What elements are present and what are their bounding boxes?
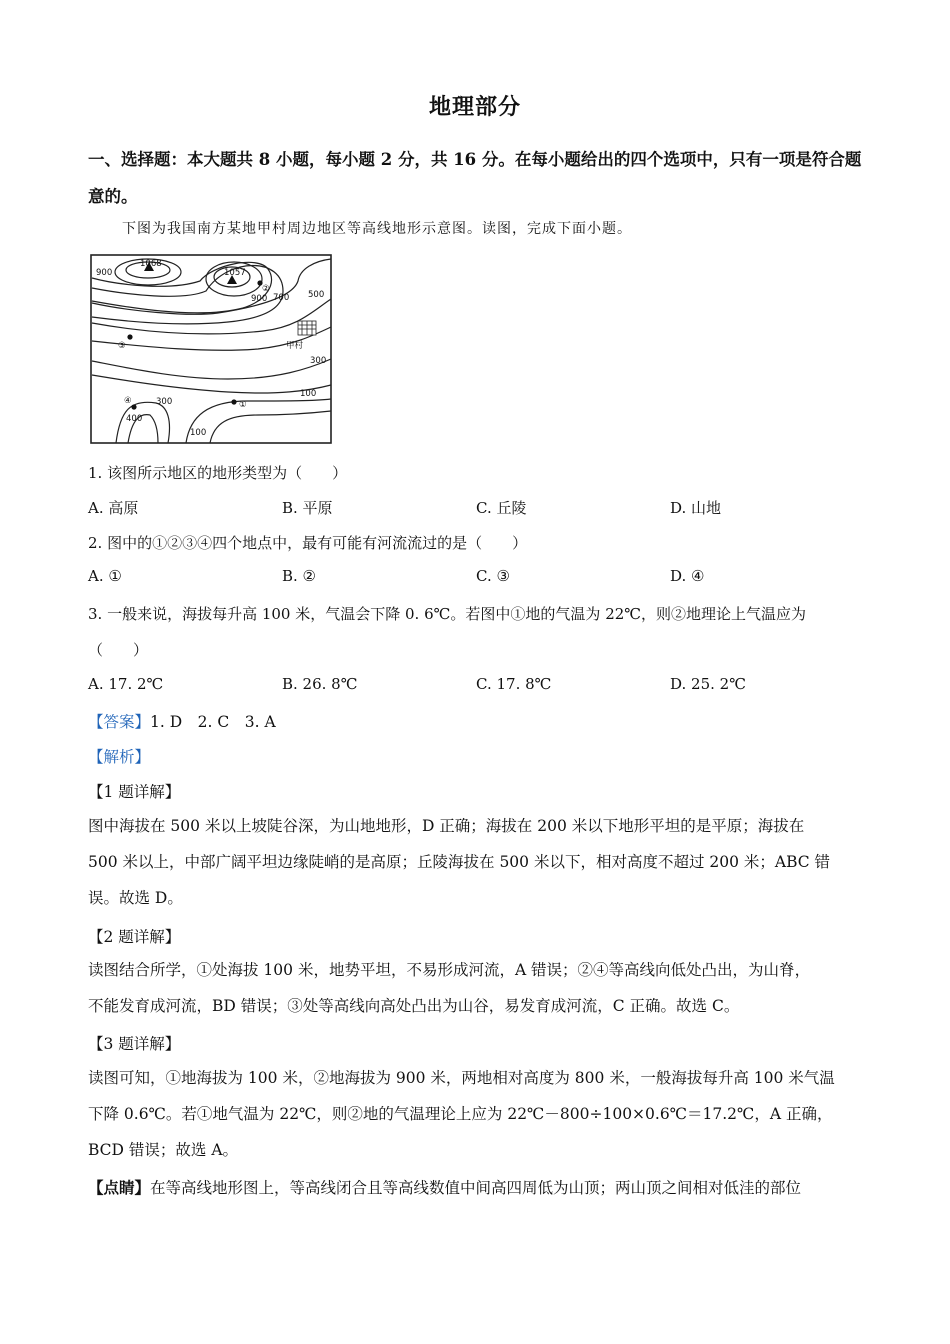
intro-text: 下图为我国南方某地甲村周边地区等高线地形示意图。读图，完成下面小题。 [122,221,632,237]
q3-option-c: C. 17. 8℃ [476,675,552,693]
q1-option-b: B. 平原 [282,499,333,517]
q1-option-d: D. 山地 [670,499,722,517]
label-peak-1068: 1068 [140,259,162,269]
page-title: 地理部分 [428,94,521,120]
detail-3-head: 【3 题详解】 [88,1035,181,1053]
detail-1-body [88,808,863,916]
q3-option-a: A. 17. 2℃ [88,675,164,693]
label-peak-1057: 1057 [224,268,246,278]
detail-3-line-1: 读图可知，①地海拔为 100 米，②地海拔为 900 米，两地相对高度为 800 米，一般海拔每升高 100 米气温 [88,1069,835,1087]
detail-3-line-2: 下降 0.6℃。若①地气温为 22℃，则②地的气温理论上应为 22℃－800÷100×0.6℃＝17.2℃，A 正确， [88,1105,833,1123]
label-100-south: 100 [190,428,207,438]
detail-1-head: 【1 题详解】 [88,783,181,801]
label-900-east: 900 [251,294,268,304]
answer-line [88,710,276,732]
q2-option-d: D. ④ [670,567,705,585]
q2-option-c: C. ③ [476,567,510,585]
note-line [88,1170,863,1206]
detail-3-body [88,1060,863,1168]
q2-option-b: B. ② [282,567,317,585]
q3-option-b: B. 26. 8℃ [282,675,358,693]
analysis-tag: 【解析】 [88,748,151,766]
answer-text: 1. D 2. C 3. A [150,713,276,731]
label-700: 700 [273,293,290,303]
detail-2-line-2: 不能发育成河流，BD 错误；③处等高线向高处凸出为山谷，易发育成河流，C 正确。故选 C。 [88,997,740,1015]
label-300-south: 300 [156,397,173,407]
q1-option-c: C. 丘陵 [476,499,527,517]
question-1: 1. 该图所示地区的地形类型为（ ） [88,464,348,482]
q1-option-a: A. 高原 [88,499,139,517]
answer-tag: 【答案】 [88,713,151,731]
label-300-east: 300 [310,356,327,366]
label-point-4: ④ [124,396,132,406]
label-point-3: ③ [118,341,126,351]
label-village: 甲村 [286,341,304,351]
q3-option-d: D. 25. 2℃ [670,675,746,693]
contour-map [88,251,334,447]
label-500: 500 [308,290,325,300]
q2-option-a: A. ① [88,567,122,585]
detail-2-head: 【2 题详解】 [88,928,181,946]
note-text: 在等高线地形图上，等高线闭合且等高线数值中间高四周低为山顶；两山顶之间相对低洼的部位 [150,1179,802,1197]
note-tag: 【点睛】 [88,1178,151,1197]
detail-2-body [88,952,863,1024]
detail-1-line-2: 500 米以上，中部广阔平坦边缘陡峭的是高原；丘陵海拔在 500 米以下，相对高度不超过 200 米；ABC 错 [88,853,831,871]
detail-3-line-3: BCD 错误；故选 A。 [88,1141,239,1159]
label-100-east: 100 [300,389,317,399]
detail-1-line-3: 误。故选 D。 [88,889,183,907]
question-3-paren: （ ） [88,641,149,659]
detail-2-line-1: 读图结合所学，①处海拔 100 米，地势平坦，不易形成河流，A 错误；②④等高线向低处凸出，为山脊， [88,961,811,979]
label-400: 400 [126,414,143,424]
label-point-1: ① [239,400,247,410]
label-point-2: ② [262,284,270,294]
section-heading: 一、选择题：本大题共 8 小题，每小题 2 分，共 16 分。在每小题给出的四个选项中，只有一项是符合题意的。 [88,150,862,206]
detail-1-line-1: 图中海拔在 500 米以上坡陡谷深，为山地地形，D 正确；海拔在 200 米以下地形平坦的是平原；海拔在 [88,817,805,835]
question-2: 2. 图中的①②③④四个地点中，最有可能有河流流过的是（ ） [88,534,528,552]
question-3: 3. 一般来说，海拔每升高 100 米，气温会下降 0. 6℃。若图中①地的气温为 22℃，则②地理论上气温应为 [88,605,807,623]
label-900-west: 900 [96,268,113,278]
